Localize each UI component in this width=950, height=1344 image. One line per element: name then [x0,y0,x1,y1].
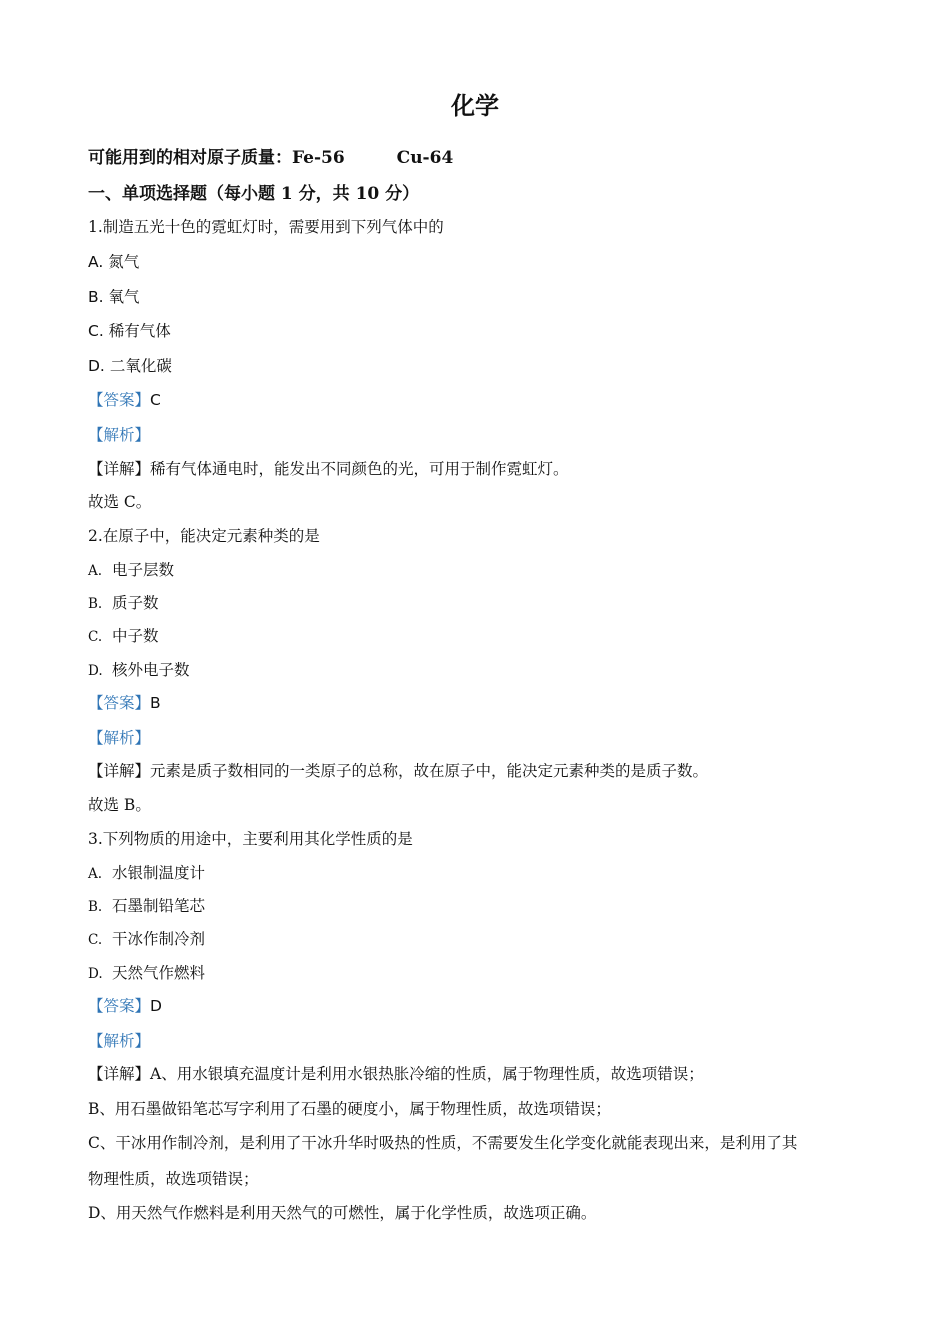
question-3-analysis-tag: 【解析】 [88,1032,151,1050]
question-2-answer: 【答案】B [88,694,161,712]
question-2-option-a: A. 电子层数 [88,561,175,579]
question-3-option-d: D. 天然气作燃料 [88,964,206,982]
question-1-analysis-tag: 【解析】 [88,426,151,444]
question-3-detail-d: D、用天然气作燃料是利用天然气的可燃性，属于化学性质，故选项正确。 [88,1204,597,1222]
atomic-mass-line [88,143,453,168]
question-2-analysis-tag: 【解析】 [88,729,151,747]
question-1-detail: 【详解】稀有气体通电时，能发出不同颜色的光，可用于制作霓虹灯。 [88,460,569,478]
question-1-stem: 1.制造五光十色的霓虹灯时，需要用到下列气体中的 [88,218,444,236]
question-2-option-c: C. 中子数 [88,627,159,645]
question-3-option-a: A. 水银制温度计 [88,864,206,882]
question-1-option-b: B. 氧气 [88,288,140,306]
question-1-option-d: D. 二氧化碳 [88,357,172,375]
question-2-detail: 【详解】元素是质子数相同的一类原子的总称，故在原子中，能决定元素种类的是质子数。 [88,762,709,780]
atomic-mass-cu: Cu-64 [396,148,454,168]
question-2-stem: 2.在原子中，能决定元素种类的是 [88,527,320,545]
question-1-conclusion: 故选 C。 [88,493,152,511]
question-2-option-b: B. 质子数 [88,594,159,612]
question-2-option-d: D. 核外电子数 [88,661,190,679]
question-3-detail-a: 【详解】A、用水银填充温度计是利用水银热胀冷缩的性质，属于物理性质，故选项错误； [88,1065,704,1083]
question-1-answer: 【答案】C [88,391,161,409]
atomic-mass-label: 可能用到的相对原子质量：Fe-56 [88,148,345,168]
question-1-option-c: C. 稀有气体 [88,322,171,340]
question-2-conclusion: 故选 B。 [88,796,151,814]
question-3-option-c: C. 干冰作制冷剂 [88,930,206,948]
page-title: 化学 [451,92,499,120]
question-3-answer: 【答案】D [88,997,162,1015]
question-3-detail-c-line2: 物理性质，故选项错误； [88,1170,259,1188]
question-3-detail-b: B、用石墨做铅笔芯写字利用了石墨的硬度小，属于物理性质，故选项错误； [88,1100,611,1118]
question-3-detail-c-line1: C、干冰用作制冷剂，是利用了干冰升华时吸热的性质，不需要发生化学变化就能表现出来，是利用了其 [88,1134,798,1152]
question-3-stem: 3.下列物质的用途中，主要利用其化学性质的是 [88,830,413,848]
question-1-option-a: A. 氮气 [88,253,140,271]
question-3-option-b: B. 石墨制铅笔芯 [88,897,206,915]
section-heading: 一、单项选择题（每小题 1 分，共 10 分） [88,184,420,204]
